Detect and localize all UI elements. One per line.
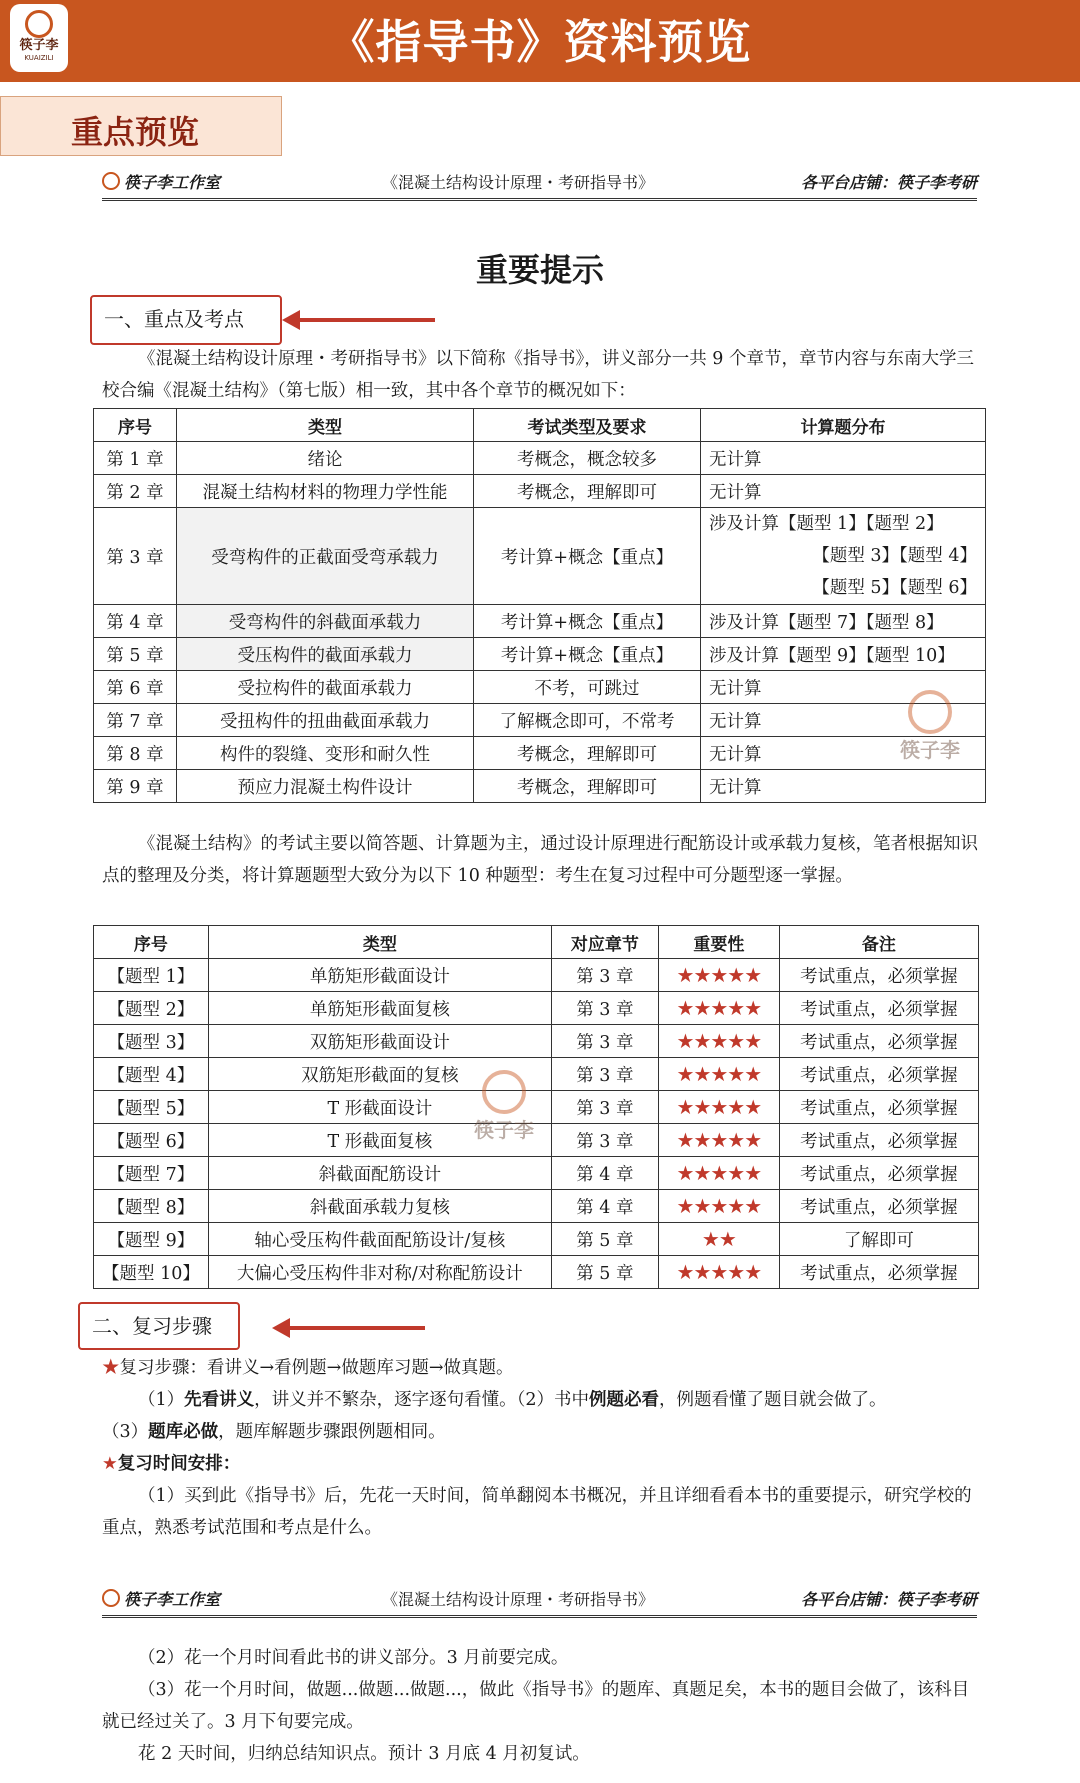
studio-logo-icon bbox=[102, 172, 120, 190]
table-row bbox=[94, 1091, 979, 1124]
cell-type: 单筋矩形截面复核 bbox=[208, 992, 551, 1025]
table-row bbox=[94, 1256, 979, 1289]
calc-line: 涉及计算【题型 1】【题型 2】 bbox=[709, 514, 944, 534]
page-header bbox=[102, 170, 977, 201]
heading-review-steps: 二、复习步骤 bbox=[78, 1302, 240, 1350]
table-row bbox=[94, 770, 986, 803]
cell-req: 不考，可跳过 bbox=[474, 671, 701, 704]
cell-type: 受拉构件的截面承载力 bbox=[177, 671, 474, 704]
cell-no: 【题型 2】 bbox=[94, 992, 209, 1025]
cell-calc: 涉及计算【题型 7】【题型 8】 bbox=[701, 605, 986, 638]
text: ，题库解题步骤跟例题相同。 bbox=[218, 1422, 446, 1442]
cell-req: 考概念，概念较多 bbox=[474, 442, 701, 475]
text: （3） bbox=[102, 1422, 149, 1442]
steps-line bbox=[102, 1352, 980, 1384]
table-row bbox=[94, 737, 986, 770]
table-row bbox=[94, 638, 986, 671]
logo-text: 筷子李 bbox=[19, 38, 59, 53]
cell-chapter: 第 3 章 bbox=[94, 508, 177, 605]
table-row bbox=[94, 475, 986, 508]
book-title: 《混凝土结构设计原理・考研指导书》 bbox=[382, 1590, 655, 1609]
cell-req: 考概念，理解即可 bbox=[474, 770, 701, 803]
cell-chapter: 第 5 章 bbox=[551, 1223, 658, 1256]
cell-no: 【题型 4】 bbox=[94, 1058, 209, 1091]
cell-note: 考试重点，必须掌握 bbox=[779, 992, 978, 1025]
cell-req: 了解概念即可，不常考 bbox=[474, 704, 701, 737]
banner-title: 《指导书》资料预览 bbox=[328, 15, 752, 69]
question-type-table bbox=[93, 925, 979, 1289]
star-icon: ★ bbox=[102, 1358, 120, 1378]
cell-no: 【题型 10】 bbox=[94, 1256, 209, 1289]
cell-calc: 无计算 bbox=[701, 737, 986, 770]
col-header: 备注 bbox=[779, 926, 978, 959]
cell-note: 考试重点，必须掌握 bbox=[779, 1058, 978, 1091]
cell-type: 绪论 bbox=[177, 442, 474, 475]
star-rating: ★★★★★ bbox=[658, 1058, 779, 1091]
watermark-logo-icon bbox=[908, 690, 952, 734]
schedule-item-3: （3）花一个月时间，做题...做题...做题...，做此《指导书》的题库、真题足矣，本书的题目会做了，该科目就已经过关了。3 月下旬要完成。 bbox=[102, 1680, 970, 1732]
star-rating: ★★★★★ bbox=[658, 1157, 779, 1190]
watermark bbox=[474, 1070, 534, 1143]
intro-paragraph: 《混凝土结构设计原理・考研指导书》以下简称《指导书》，讲义部分一共 9 个章节，章节内容与东南大学三校合编《混凝土结构》（第七版）相一致，其中各个章节的概况如下： bbox=[102, 349, 975, 401]
col-header: 重要性 bbox=[658, 926, 779, 959]
cell-calc: 无计算 bbox=[701, 442, 986, 475]
cell-type: 斜截面承载力复核 bbox=[208, 1190, 551, 1223]
cell-chapter: 第 3 章 bbox=[551, 1025, 658, 1058]
cell-chapter: 第 9 章 bbox=[94, 770, 177, 803]
page-header-2 bbox=[102, 1587, 977, 1618]
cell-type: 受压构件的截面承载力 bbox=[177, 638, 474, 671]
table-row bbox=[94, 1190, 979, 1223]
cell-type: 构件的裂缝、变形和耐久性 bbox=[177, 737, 474, 770]
cell-note: 考试重点，必须掌握 bbox=[779, 1256, 978, 1289]
watermark-text: 筷子李 bbox=[474, 1118, 534, 1142]
cell-chapter: 第 5 章 bbox=[551, 1256, 658, 1289]
cell-chapter: 第 1 章 bbox=[94, 442, 177, 475]
table-row bbox=[94, 1157, 979, 1190]
heading-key-points: 一、重点及考点 bbox=[90, 295, 282, 345]
table-row bbox=[94, 959, 979, 992]
cell-chapter: 第 8 章 bbox=[94, 737, 177, 770]
cell-calc: 无计算 bbox=[701, 770, 986, 803]
section-tag bbox=[0, 96, 282, 156]
watermark bbox=[900, 690, 960, 763]
table-row bbox=[94, 1058, 979, 1091]
star-rating: ★★★★★ bbox=[658, 1091, 779, 1124]
col-header: 序号 bbox=[94, 926, 209, 959]
store-info: 各平台店铺：筷子李考研 bbox=[800, 1590, 977, 1609]
cell-type: 单筋矩形截面设计 bbox=[208, 959, 551, 992]
cell-note: 考试重点，必须掌握 bbox=[779, 1025, 978, 1058]
bold-text: 先看讲义 bbox=[184, 1390, 255, 1410]
table-row bbox=[94, 992, 979, 1025]
star-rating: ★★★★★ bbox=[658, 992, 779, 1025]
cell-no: 【题型 1】 bbox=[94, 959, 209, 992]
col-header: 计算题分布 bbox=[701, 409, 986, 442]
cell-type: 受弯构件的斜截面承载力 bbox=[177, 605, 474, 638]
cell-chapter: 第 3 章 bbox=[551, 1091, 658, 1124]
steps-detail bbox=[102, 1384, 982, 1416]
cell-type: 双筋矩形截面设计 bbox=[208, 1025, 551, 1058]
cell-type: T 形截面设计 bbox=[208, 1091, 551, 1124]
cell-note: 了解即可 bbox=[779, 1223, 978, 1256]
cell-no: 【题型 3】 bbox=[94, 1025, 209, 1058]
steps-text: 复习步骤：看讲义→看例题→做题库习题→做真题。 bbox=[119, 1358, 514, 1378]
cell-calc: 无计算 bbox=[701, 704, 986, 737]
star-rating: ★★★★★ bbox=[658, 1025, 779, 1058]
watermark-logo-icon bbox=[482, 1070, 526, 1114]
cell-chapter: 第 3 章 bbox=[551, 1124, 658, 1157]
cell-type: 轴心受压构件截面配筋设计/复核 bbox=[208, 1223, 551, 1256]
cell-chapter: 第 3 章 bbox=[551, 992, 658, 1025]
calc-line: 【题型 5】【题型 6】 bbox=[812, 578, 977, 598]
table-row bbox=[94, 1025, 979, 1058]
schedule-title bbox=[102, 1448, 980, 1480]
cell-type: 受扭构件的扭曲截面承载力 bbox=[177, 704, 474, 737]
text: ，讲义并不繁杂，逐字逐句看懂。（2）书中 bbox=[254, 1390, 590, 1410]
cell-type: 混凝土结构材料的物理力学性能 bbox=[177, 475, 474, 508]
col-header: 类型 bbox=[208, 926, 551, 959]
cell-type: 受弯构件的正截面受弯承载力 bbox=[177, 508, 474, 605]
cell-type: T 形截面复核 bbox=[208, 1124, 551, 1157]
book-title: 《混凝土结构设计原理・考研指导书》 bbox=[382, 173, 655, 192]
table-row bbox=[94, 508, 986, 605]
cell-no: 【题型 8】 bbox=[94, 1190, 209, 1223]
table-row bbox=[94, 704, 986, 737]
text: （1） bbox=[138, 1390, 185, 1410]
cell-req: 考计算+概念【重点】 bbox=[474, 605, 701, 638]
top-banner bbox=[0, 0, 1080, 82]
studio-name: 筷子李工作室 bbox=[102, 1587, 220, 1610]
steps-detail-3 bbox=[102, 1416, 980, 1448]
studio-name: 筷子李工作室 bbox=[102, 170, 220, 193]
cell-chapter: 第 4 章 bbox=[551, 1157, 658, 1190]
table-row bbox=[94, 605, 986, 638]
cell-calc: 涉及计算【题型 9】【题型 10】 bbox=[701, 638, 986, 671]
cell-chapter: 第 3 章 bbox=[551, 1058, 658, 1091]
cell-calc bbox=[701, 508, 986, 605]
star-icon: ★ bbox=[102, 1454, 118, 1474]
col-header: 考试类型及要求 bbox=[474, 409, 701, 442]
star-rating: ★★★★★ bbox=[658, 1124, 779, 1157]
document-title: 重要提示 bbox=[475, 251, 604, 289]
bold-text: 题库必做 bbox=[148, 1422, 219, 1442]
cell-type: 大偏心受压构件非对称/对称配筋设计 bbox=[208, 1256, 551, 1289]
col-header: 对应章节 bbox=[551, 926, 658, 959]
cell-req: 考概念，理解即可 bbox=[474, 737, 701, 770]
cell-chapter: 第 3 章 bbox=[551, 959, 658, 992]
text: ，例题看懂了题目就会做了。 bbox=[659, 1390, 887, 1410]
table-row bbox=[94, 671, 986, 704]
cell-no: 【题型 9】 bbox=[94, 1223, 209, 1256]
table-row bbox=[94, 1124, 979, 1157]
col-header: 类型 bbox=[177, 409, 474, 442]
schedule-item-2: （2）花一个月时间看此书的讲义部分。3 月前要完成。 bbox=[138, 1648, 569, 1668]
cell-no: 【题型 5】 bbox=[94, 1091, 209, 1124]
cell-req: 考概念，理解即可 bbox=[474, 475, 701, 508]
store-info: 各平台店铺：筷子李考研 bbox=[800, 173, 977, 192]
cell-chapter: 第 2 章 bbox=[94, 475, 177, 508]
star-rating: ★★★★★ bbox=[658, 959, 779, 992]
schedule-item-1: （1）买到此《指导书》后，先花一天时间，简单翻阅本书概况，并且详细看看本书的重要提示，研究学校的重点，熟悉考试范围和考点是什么。 bbox=[102, 1486, 972, 1538]
arrow-icon bbox=[290, 1326, 425, 1330]
cell-no: 【题型 7】 bbox=[94, 1157, 209, 1190]
cell-note: 考试重点，必须掌握 bbox=[779, 959, 978, 992]
cell-note: 考试重点，必须掌握 bbox=[779, 1091, 978, 1124]
star-rating: ★★ bbox=[658, 1223, 779, 1256]
table-row bbox=[94, 1223, 979, 1256]
logo-en: KUAIZILI bbox=[24, 54, 54, 62]
col-header: 序号 bbox=[94, 409, 177, 442]
cell-chapter: 第 6 章 bbox=[94, 671, 177, 704]
cell-note: 考试重点，必须掌握 bbox=[779, 1157, 978, 1190]
cell-no: 【题型 6】 bbox=[94, 1124, 209, 1157]
cell-type: 预应力混凝土构件设计 bbox=[177, 770, 474, 803]
schedule-item-4: 花 2 天时间，归纳总结知识点。预计 3 月底 4 月初复试。 bbox=[138, 1744, 590, 1764]
cell-req: 考计算+概念【重点】 bbox=[474, 638, 701, 671]
cell-req: 考计算+概念【重点】 bbox=[474, 508, 701, 605]
star-rating: ★★★★★ bbox=[658, 1256, 779, 1289]
cell-type: 双筋矩形截面的复核 bbox=[208, 1058, 551, 1091]
chapter-table bbox=[93, 408, 986, 803]
cell-chapter: 第 7 章 bbox=[94, 704, 177, 737]
cell-calc: 无计算 bbox=[701, 671, 986, 704]
cell-type: 斜截面配筋设计 bbox=[208, 1157, 551, 1190]
bold-text: 例题必看 bbox=[589, 1390, 660, 1410]
calc-line: 【题型 3】【题型 4】 bbox=[812, 546, 977, 566]
cell-note: 考试重点，必须掌握 bbox=[779, 1190, 978, 1223]
cell-calc: 无计算 bbox=[701, 475, 986, 508]
types-paragraph: 《混凝土结构》的考试主要以简答题、计算题为主，通过设计原理进行配筋设计或承载力复核，笔者根据知识点的整理及分类，将计算题题型大致分为以下 10 种题型：考生在复习过程中可分题型逐一掌握。 bbox=[102, 834, 978, 886]
cell-note: 考试重点，必须掌握 bbox=[779, 1124, 978, 1157]
arrow-icon bbox=[300, 318, 435, 322]
cell-chapter: 第 4 章 bbox=[551, 1190, 658, 1223]
table-row bbox=[94, 442, 986, 475]
watermark-text: 筷子李 bbox=[900, 738, 960, 762]
section-tag-label: 重点预览 bbox=[71, 113, 200, 151]
cell-chapter: 第 4 章 bbox=[94, 605, 177, 638]
schedule-heading: 复习时间安排： bbox=[117, 1454, 241, 1474]
studio-logo-icon bbox=[102, 1589, 120, 1607]
cell-chapter: 第 5 章 bbox=[94, 638, 177, 671]
star-rating: ★★★★★ bbox=[658, 1190, 779, 1223]
